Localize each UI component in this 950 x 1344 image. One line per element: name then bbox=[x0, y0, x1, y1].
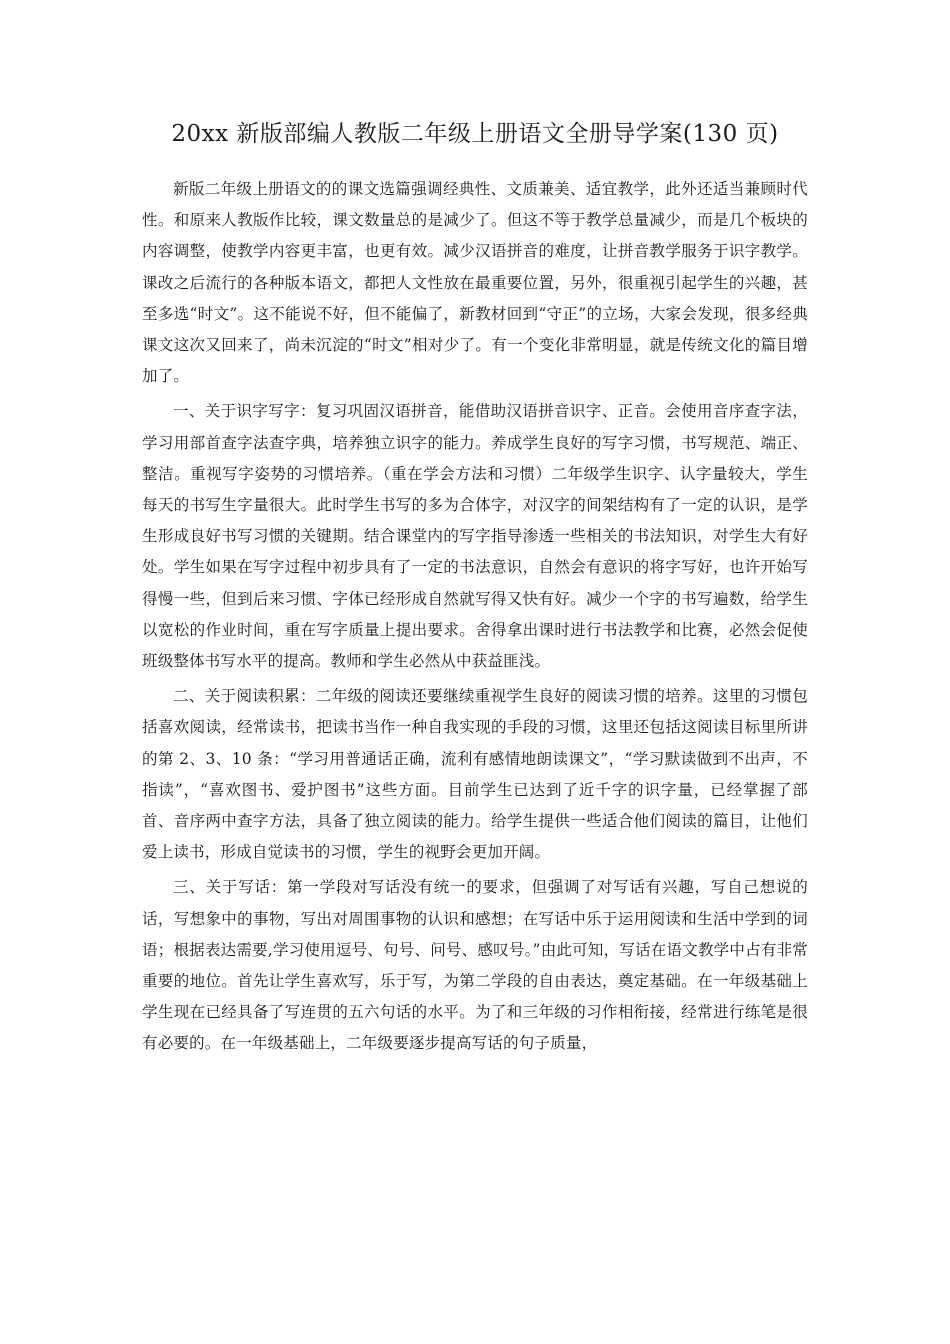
section-composition-paragraph: 三、关于写话：第一学段对写话没有统一的要求，但强调了对写话有兴趣，写自己想说的话，写想象中的事物，写出对周围事物的认识和感想；在写话中乐于运用阅读和生活中学到的词语；根据表达需要,学习使用逗号、句号、问号、感叹号。”由此可知，写话在语文教学中占有非常重要的地位。首先让学生喜欢写，乐于写，为第二学段的自由表达，奠定基础。在一年级基础上学生现在已经具备了写连贯的五六句话的水平。为了和三年级的习作相衔接，经常进行练笔是很有必要的。在一年级基础上，二年级要逐步提高写话的句子质量， bbox=[142, 878, 808, 1053]
section-literacy-writing-paragraph: 一、关于识字写字：复习巩固汉语拼音，能借助汉语拼音识字、正音。会使用音序查字法，学习用部首查字法查字典，培养独立识字的能力。养成学生良好的写字习惯，书写规范、端正、整洁。重视写字姿势的习惯培养。（重在学会方法和习惯）二年级学生识字、认字量较大，学生每天的书写生字量很大。此时学生书写的多为合体字，对汉字的间架结构有了一定的认识，是学生形成良好书写习惯的关键期。结合课堂内的写字指导渗透一些相关的书法知识，对学生大有好处。学生如果在写字过程中初步具有了一定的书法意识，自然会有意识的将字写好，也许开始写得慢一些，但到后来习惯、字体已经形成自然就写得又快有好。减少一个字的书写遍数，给学生以宽松的作业时间，重在写字质量上提出要求。舍得拿出课时进行书法教学和比赛，必然会促使班级整体书写水平的提高。教师和学生必然从中获益匪浅。 bbox=[142, 402, 808, 671]
intro-paragraph: 新版二年级上册语文的的课文选篇强调经典性、文质兼美、适宜教学，此外还适当兼顾时代性。和原来人教版作比较，课文数量总的是减少了。但这不等于教学总量减少，而是几个板块的内容调整，使教学内容更丰富，也更有效。减少汉语拼音的难度，让拼音教学服务于识字教学。课改之后流行的各种版本语文，都把人文性放在最重要位置，另外，很重视引起学生的兴趣，甚至多选“时文”。这不能说不好，但不能偏了，新教材回到“守正”的立场，大家会发现，很多经典课文这次又回来了，尚未沉淀的“时文”相对少了。有一个变化非常明显，就是传统文化的篇目增加了。 bbox=[142, 180, 808, 386]
section-reading-paragraph: 二、关于阅读积累：二年级的阅读还要继续重视学生良好的阅读习惯的培养。这里的习惯包括喜欢阅读，经常读书，把读书当作一种自我实现的手段的习惯，这里还包括这阅读目标里所讲的第 2、3、10 条：“学习用普通话正确，流利有感情地朗读课文”，“学习默读做到不出声，不指读”，“喜欢图书、爱护图书”这些方面。目前学生已达到了近千字的识字量，已经掌握了部首、音序两中查字方法，具备了独立阅读的能力。给学生提供一些适合他们阅读的篇目，让他们爱上读书，形成自觉读书的习惯，学生的视野会更加开阔。 bbox=[142, 687, 808, 862]
document-title: 20xx 新版部编人教版二年级上册语文全册导学案(130 页) bbox=[171, 121, 779, 147]
document-body bbox=[142, 174, 808, 1064]
